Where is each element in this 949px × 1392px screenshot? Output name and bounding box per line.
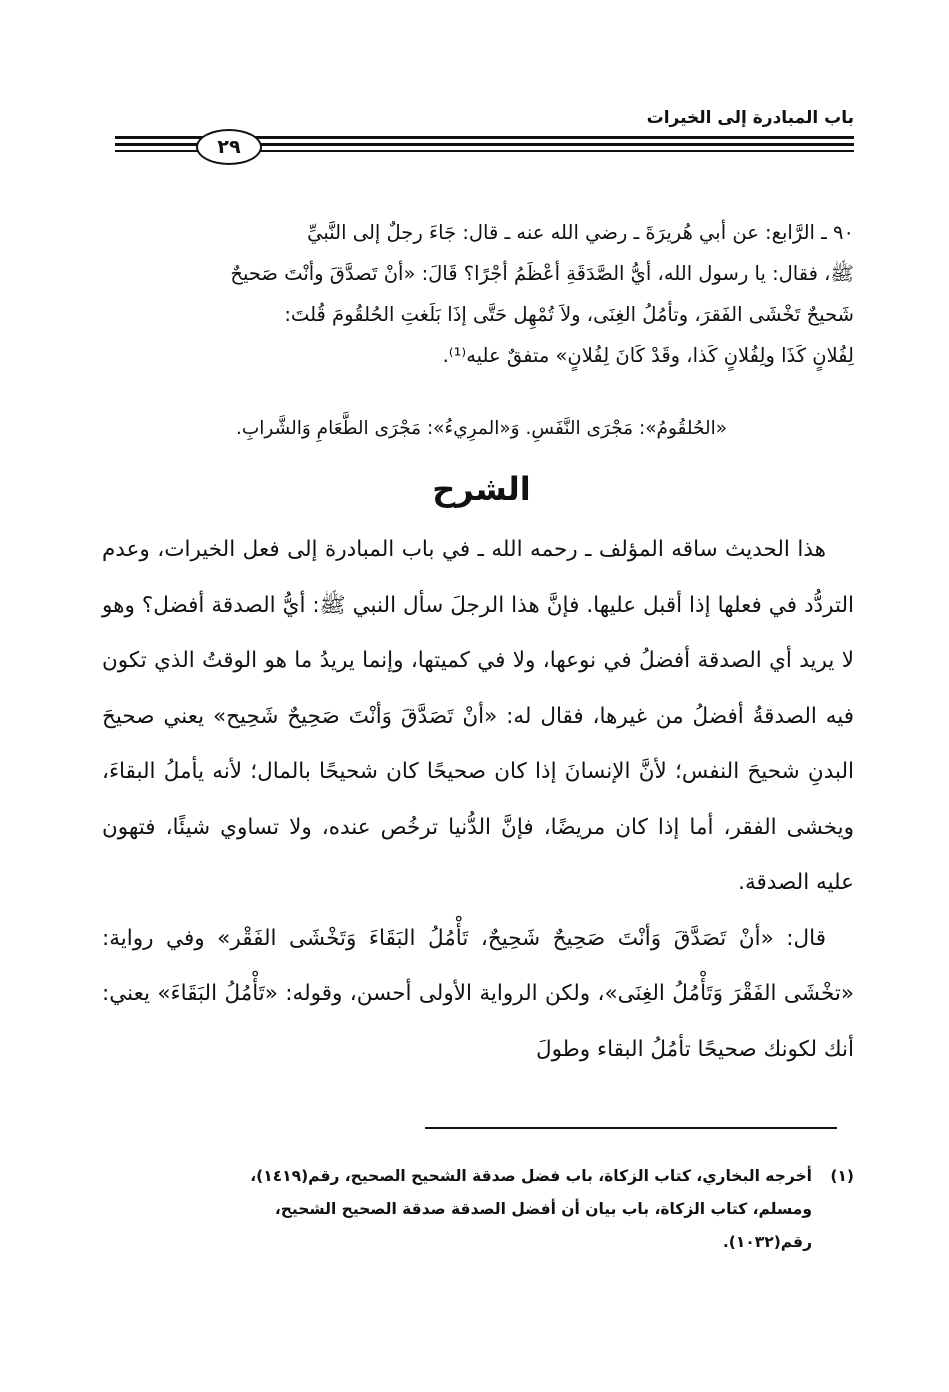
hadith-line: شَحيحٌ تَخْشَى الفَقرَ، وتأمُلُ الغِنَى، ولاَ تُمْهِل حَتَّى إذَا بَلَغتِ الحُلقُومَ قُلتَ: <box>284 303 854 326</box>
commentary-paragraph: قال: «أنْ تَصَدَّقَ وَأنْتَ صَحِيحٌ شَحِيحٌ، تَأْمُلُ البَقَاءَ وَتَخْشَى الفَقْر» وفي رواية: «تخْشَى الفَقْرَ وَتَأْمُلُ الغِنَى»، ولكن الرواية الأولى أحسن، وقوله: «تَأْمُلُ البَقَاءَ» يعني: أنك لكونك صحيحًا تأمُلُ البقاء وطولَ <box>102 925 854 1062</box>
footnote <box>109 1160 854 1259</box>
footnote-line: ومسلم، كتاب الزكاة، باب بيان أن أفضل الصدقة صدقة الصحيح الشحيح، <box>274 1200 812 1218</box>
commentary <box>102 522 854 1077</box>
running-header-title: باب المبادرة إلى الخيرات <box>646 108 854 128</box>
hadith-line: لِفُلانٍ كَذَا ولِفُلانٍ كَذا، وقَدْ كَانَ لِفُلانٍ» متفقٌ عليه⁽¹⁾. <box>442 344 854 367</box>
footnote-marker: (١) <box>830 1167 854 1185</box>
section-title: الشرح <box>432 470 531 508</box>
footnote-separator <box>425 1127 837 1129</box>
hadith-line: ﷺ، فقال: يا رسول الله، أيُّ الصَّدَقَةِ أعْظَمُ أجْرًا؟ قَالَ: «أنْ تَصدَّقَ وأنْتَ صَحيحٌ <box>230 262 854 285</box>
footnote-line: أخرجه البخاري، كتاب الزكاة، باب فضل صدقة الشحيح الصحيح، رقم(١٤١٩)، <box>250 1167 812 1185</box>
footnote-line: رقم(١٠٣٢). <box>722 1233 812 1251</box>
hadith-line: ٩٠ ـ الرَّابع: عن أبي هُريرَةَ ـ رضي الله عنه ـ قال: جَاءَ رجلٌ إلى النَّبيِّ <box>307 221 854 244</box>
footnote-text <box>109 1160 812 1259</box>
hadith-text <box>109 212 854 376</box>
page-number: ٢٩ <box>196 129 262 165</box>
word-gloss: «الحُلقُومُ»: مَجْرَى النَّفَسِ. وَ«المرِيءُ»: مَجْرَى الطَّعَامِ وَالشَّرابِ. <box>235 418 728 439</box>
footnotes <box>109 1160 854 1259</box>
commentary-paragraph: هذا الحديث ساقه المؤلف ـ رحمه الله ـ في باب المبادرة إلى فعل الخيرات، وعدم التردُّد في فعلها إذا أقبل عليها. فإنَّ هذا الرجلَ سأل النبي ﷺ: أيُّ الصدقة أفضل؟ وهو لا يريد أي الصدقة أفضلُ في نوعها، ولا في كميتها، وإنما يريدُ ما هو الوقتُ الذي تكون فيه الصدقةُ أفضلُ من غيرها، فقال له: «أنْ تَصَدَّقَ وَأنْتَ صَحِيحٌ شَحِيح» يعني صحيحَ البدنِ شحيحَ النفس؛ لأنَّ الإنسانَ إذا كان صحيحًا كان شحيحًا بالمال؛ لأنه يأملُ البقاءَ، ويخشى الفقر، أما إذا كان مريضًا، فإنَّ الدُّنيا ترخُص عنده، ولا تساوي شيئًا، فتهون عليه الصدقة. <box>102 537 854 895</box>
